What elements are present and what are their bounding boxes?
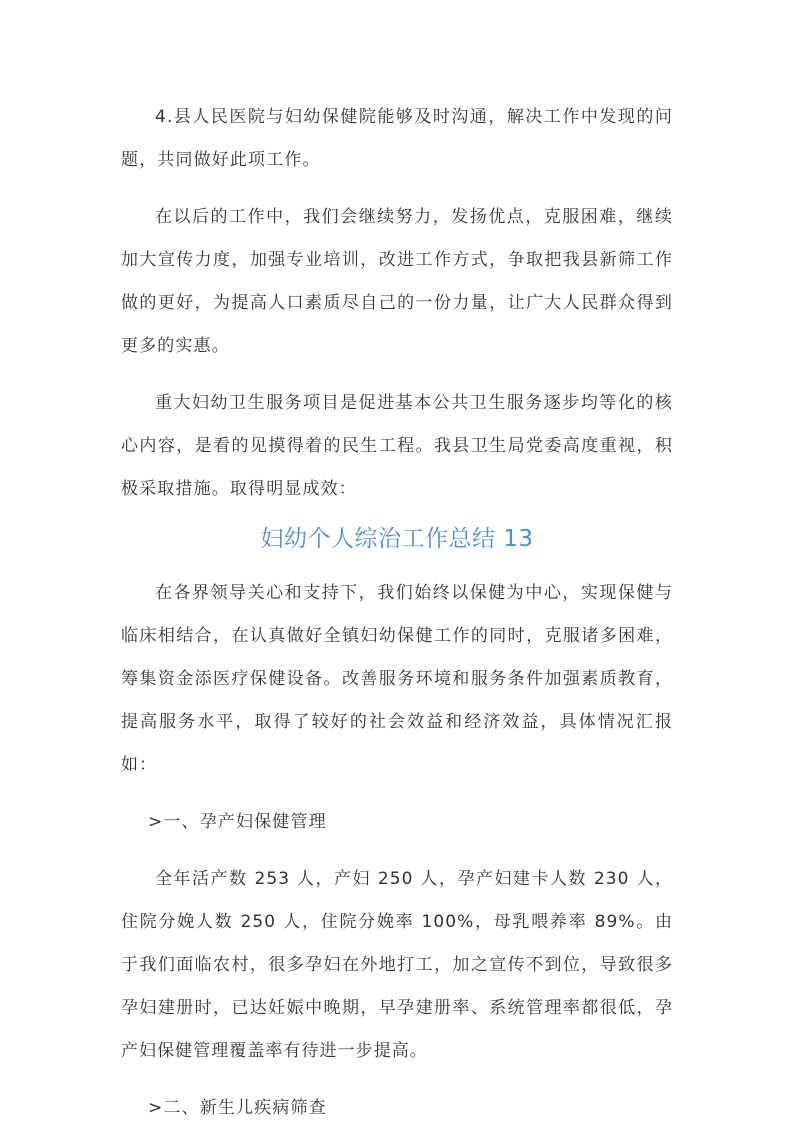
subheading-newborn-screening: >二、新生儿疾病筛查	[148, 1098, 327, 1118]
paragraph-major-projects: 重大妇幼卫生服务项目是促进基本公共卫生服务逐步均等化的核心内容，是看的见摸得着的民生工程。我县卫生局党委高度重视，积极采取措施。取得明显成效：	[121, 393, 673, 499]
paragraph-maternal-stats: 全年活产数 253 人，产妇 250 人，孕产妇建卡人数 230 人，住院分娩人数 250 人，住院分娩率 100%，母乳喂养率 89%。由于我们面临农村，很多孕妇在外地打工，加之宣传不到位，导致很多孕妇建册时，已达妊娠中晚期，早孕建册率、系统管理率都很低，孕产妇保健管理覆盖率有待进一步提高。	[121, 869, 673, 1061]
paragraph-future-work: 在以后的工作中，我们会继续努力，发扬优点，克服困难，继续加大宣传力度，加强专业培训，改进工作方式，争取把我县新筛工作做的更好，为提高人口素质尽自己的一份力量，让广大人民群众得到更多的实惠。	[121, 207, 673, 356]
subheading-maternal-care: >一、孕产妇保健管理	[148, 812, 327, 832]
document-body	[121, 96, 673, 1144]
section-heading: 妇幼个人综治工作总结 13	[260, 526, 534, 552]
paragraph-communication: 4.县人民医院与妇幼保健院能够及时沟通，解决工作中发现的问题，共同做好此项工作。	[121, 107, 673, 170]
paragraph-intro: 在各界领导关心和支持下，我们始终以保健为中心，实现保健与临床相结合，在认真做好全镇妇幼保健工作的同时，克服诸多困难，筹集资金添医疗保健设备。改善服务环境和服务条件加强素质教育，提高服务水平，取得了较好的社会效益和经济效益，具体情况汇报如：	[121, 583, 673, 775]
